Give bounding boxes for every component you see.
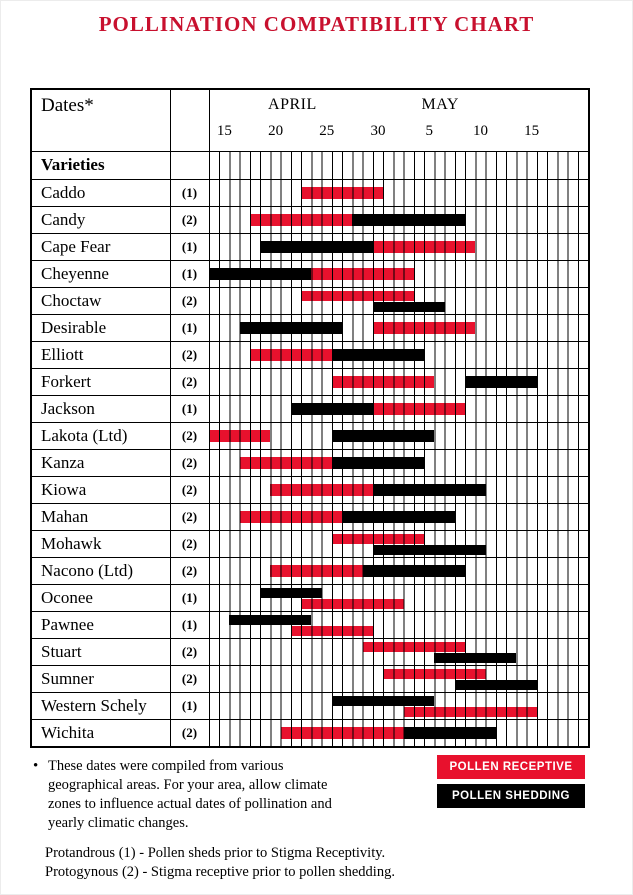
variety-name: Stuart xyxy=(41,642,82,661)
variety-rows xyxy=(32,179,588,746)
compiled-dates-note-text: These dates were compiled from various geographical areas. For your area, allow climate zones to influence actual dates of pollination and yearly climatic changes. xyxy=(48,758,332,831)
pollen-receptive-bar xyxy=(281,727,404,739)
variety-name: Mahan xyxy=(41,507,89,526)
variety-name: Kiowa xyxy=(41,480,87,499)
pollen-receptive-bar xyxy=(332,376,434,388)
date-tick: 5 xyxy=(425,123,433,139)
date-axis xyxy=(209,90,588,151)
pollen-shedding-bar xyxy=(373,484,486,496)
pollen-shedding-bar xyxy=(332,349,424,361)
bullet-icon: • xyxy=(33,758,39,774)
pollen-receptive-bar xyxy=(373,322,475,334)
note-protandrous: Protandrous (1) - Pollen sheds prior to Stigma Receptivity. xyxy=(45,845,386,861)
variety-row xyxy=(32,611,588,638)
pollination-grid xyxy=(209,531,588,557)
month-label-april: APRIL xyxy=(268,96,317,113)
pollen-shedding-bar xyxy=(332,457,424,469)
pollination-grid xyxy=(209,666,588,692)
pollen-receptive-bar xyxy=(250,214,352,226)
date-tick: 15 xyxy=(524,123,540,139)
variety-type-number: (2) xyxy=(181,293,198,308)
variety-row xyxy=(32,503,588,530)
variety-type-number: (1) xyxy=(181,698,198,713)
pollen-receptive-bar xyxy=(404,707,537,717)
variety-type-number: (2) xyxy=(181,455,198,470)
pollination-grid xyxy=(209,720,588,746)
pollen-shedding-bar xyxy=(363,565,465,577)
pollen-receptive-bar xyxy=(209,430,270,442)
pollen-receptive-bar xyxy=(270,565,362,577)
grid-lines xyxy=(209,152,588,179)
pollination-grid xyxy=(209,342,588,368)
dates-header-label: Dates* xyxy=(41,95,94,116)
variety-name: Cheyenne xyxy=(41,264,109,283)
variety-type-number: (2) xyxy=(181,509,198,524)
varieties-header-type-cell xyxy=(170,152,209,179)
legend-pollen-receptive xyxy=(437,755,585,779)
pollen-receptive-bar xyxy=(301,599,403,609)
date-tick: 15 xyxy=(216,123,232,139)
page-title: POLLINATION COMPATIBILITY CHART xyxy=(98,12,535,36)
variety-row xyxy=(32,449,588,476)
variety-name: Wichita xyxy=(41,723,95,742)
pollination-grid xyxy=(209,423,588,449)
variety-type-number: (1) xyxy=(181,320,198,335)
pollen-receptive-bar xyxy=(240,511,342,523)
variety-name: Kanza xyxy=(41,453,85,472)
pollen-shedding-bar xyxy=(260,588,321,598)
month-label-may: MAY xyxy=(421,96,459,113)
variety-type-number: (2) xyxy=(181,671,198,686)
pollination-grid xyxy=(209,585,588,611)
variety-type-number: (1) xyxy=(181,185,198,200)
variety-type-number: (2) xyxy=(181,563,198,578)
pollen-receptive-bar xyxy=(332,534,424,544)
variety-type-number: (1) xyxy=(181,266,198,281)
variety-name: Mohawk xyxy=(41,534,102,553)
date-tick: 10 xyxy=(472,123,488,139)
variety-row xyxy=(32,692,588,719)
pollen-shedding-bar xyxy=(229,615,311,625)
pollen-shedding-bar xyxy=(373,545,486,555)
variety-row xyxy=(32,287,588,314)
variety-row xyxy=(32,206,588,233)
variety-row xyxy=(32,665,588,692)
variety-type-number: (2) xyxy=(181,347,198,362)
variety-type-number: (1) xyxy=(181,239,198,254)
variety-type-number: (2) xyxy=(181,482,198,497)
pollination-grid xyxy=(209,152,588,179)
pollen-receptive-bar xyxy=(301,291,414,301)
pollination-grid xyxy=(209,396,588,422)
pollen-shedding-bar xyxy=(342,511,455,523)
variety-name: Pawnee xyxy=(41,615,94,634)
pollen-shedding-bar xyxy=(434,653,516,663)
variety-name: Sumner xyxy=(41,669,94,688)
variety-row xyxy=(32,341,588,368)
table-header xyxy=(32,90,588,152)
pollination-grid xyxy=(209,450,588,476)
variety-type-number: (2) xyxy=(181,725,198,740)
variety-row xyxy=(32,260,588,287)
variety-type-number: (2) xyxy=(181,536,198,551)
variety-type-number: (2) xyxy=(181,212,198,227)
variety-name: Cape Fear xyxy=(41,237,111,256)
variety-name: Oconee xyxy=(41,588,93,607)
pollen-shedding-bar xyxy=(240,322,342,334)
legend-receptive-label: POLLEN RECEPTIVE xyxy=(449,761,573,773)
variety-type-number: (1) xyxy=(181,401,198,416)
variety-row xyxy=(32,314,588,341)
variety-name: Candy xyxy=(41,210,86,229)
pollination-grid xyxy=(209,288,588,314)
pollen-receptive-bar xyxy=(250,349,332,361)
date-tick: 25 xyxy=(319,123,335,139)
pollen-receptive-bar xyxy=(311,268,413,280)
variety-name: Jackson xyxy=(41,399,95,418)
variety-row xyxy=(32,530,588,557)
variety-type-number: (2) xyxy=(181,644,198,659)
pollen-receptive-bar xyxy=(373,241,475,253)
variety-name: Lakota (Ltd) xyxy=(41,426,128,445)
pollination-grid xyxy=(209,315,588,341)
pollination-grid xyxy=(209,180,588,206)
pollination-grid xyxy=(209,207,588,233)
varieties-header-label: Varieties xyxy=(41,155,105,174)
pollination-grid xyxy=(209,504,588,530)
varieties-header-row xyxy=(32,152,588,179)
pollen-receptive-bar xyxy=(301,187,383,199)
date-tick: 30 xyxy=(370,123,386,139)
legend-pollen-shedding xyxy=(437,784,585,808)
legend xyxy=(437,755,585,813)
pollination-grid xyxy=(209,558,588,584)
variety-row xyxy=(32,395,588,422)
variety-name: Forkert xyxy=(41,372,92,391)
pollen-receptive-bar xyxy=(240,457,332,469)
pollination-grid xyxy=(209,261,588,287)
variety-row xyxy=(32,638,588,665)
variety-name: Desirable xyxy=(41,318,107,337)
pollen-shedding-bar xyxy=(260,241,373,253)
variety-row xyxy=(32,557,588,584)
pollen-receptive-bar xyxy=(373,403,465,415)
pollen-shedding-bar xyxy=(352,214,465,226)
variety-row xyxy=(32,422,588,449)
variety-type-number: (1) xyxy=(181,590,198,605)
variety-row xyxy=(32,584,588,611)
pollen-shedding-bar xyxy=(465,376,537,388)
pollination-grid xyxy=(209,693,588,719)
variety-name: Caddo xyxy=(41,183,86,202)
pollen-shedding-bar xyxy=(291,403,373,415)
pollination-grid xyxy=(209,369,588,395)
pollination-grid xyxy=(209,639,588,665)
variety-name: Nacono (Ltd) xyxy=(41,561,134,580)
pollination-grid xyxy=(209,612,588,638)
type-column-divider xyxy=(209,90,210,746)
variety-row xyxy=(32,233,588,260)
compiled-dates-note xyxy=(33,757,335,833)
variety-name: Western Schely xyxy=(41,696,147,715)
variety-row xyxy=(32,476,588,503)
variety-type-number: (1) xyxy=(181,617,198,632)
compatibility-table xyxy=(30,88,590,748)
pollen-receptive-bar xyxy=(363,642,465,652)
pollen-shedding-bar xyxy=(455,680,537,690)
variety-column-divider xyxy=(170,90,171,746)
note-protogynous: Protogynous (2) - Stigma receptive prior to pollen shedding. xyxy=(45,864,395,880)
variety-type-number: (2) xyxy=(181,428,198,443)
pollen-shedding-bar xyxy=(373,302,445,312)
date-tick: 20 xyxy=(268,123,284,139)
pollen-shedding-bar xyxy=(332,430,434,442)
pollen-shedding-bar xyxy=(332,696,434,706)
variety-row xyxy=(32,179,588,206)
variety-row xyxy=(32,368,588,395)
variety-name: Elliott xyxy=(41,345,84,364)
pollination-grid xyxy=(209,477,588,503)
variety-type-number: (2) xyxy=(181,374,198,389)
pollen-shedding-bar xyxy=(404,727,496,739)
pollination-grid xyxy=(209,234,588,260)
variety-name: Choctaw xyxy=(41,291,102,310)
variety-row xyxy=(32,719,588,746)
date-ticks xyxy=(209,123,588,149)
legend-shedding-label: POLLEN SHEDDING xyxy=(451,790,571,802)
grid-lines xyxy=(209,180,588,206)
pollen-receptive-bar xyxy=(270,484,372,496)
pollen-receptive-bar xyxy=(383,669,485,679)
pollen-shedding-bar xyxy=(209,268,311,280)
pollen-receptive-bar xyxy=(291,626,373,636)
